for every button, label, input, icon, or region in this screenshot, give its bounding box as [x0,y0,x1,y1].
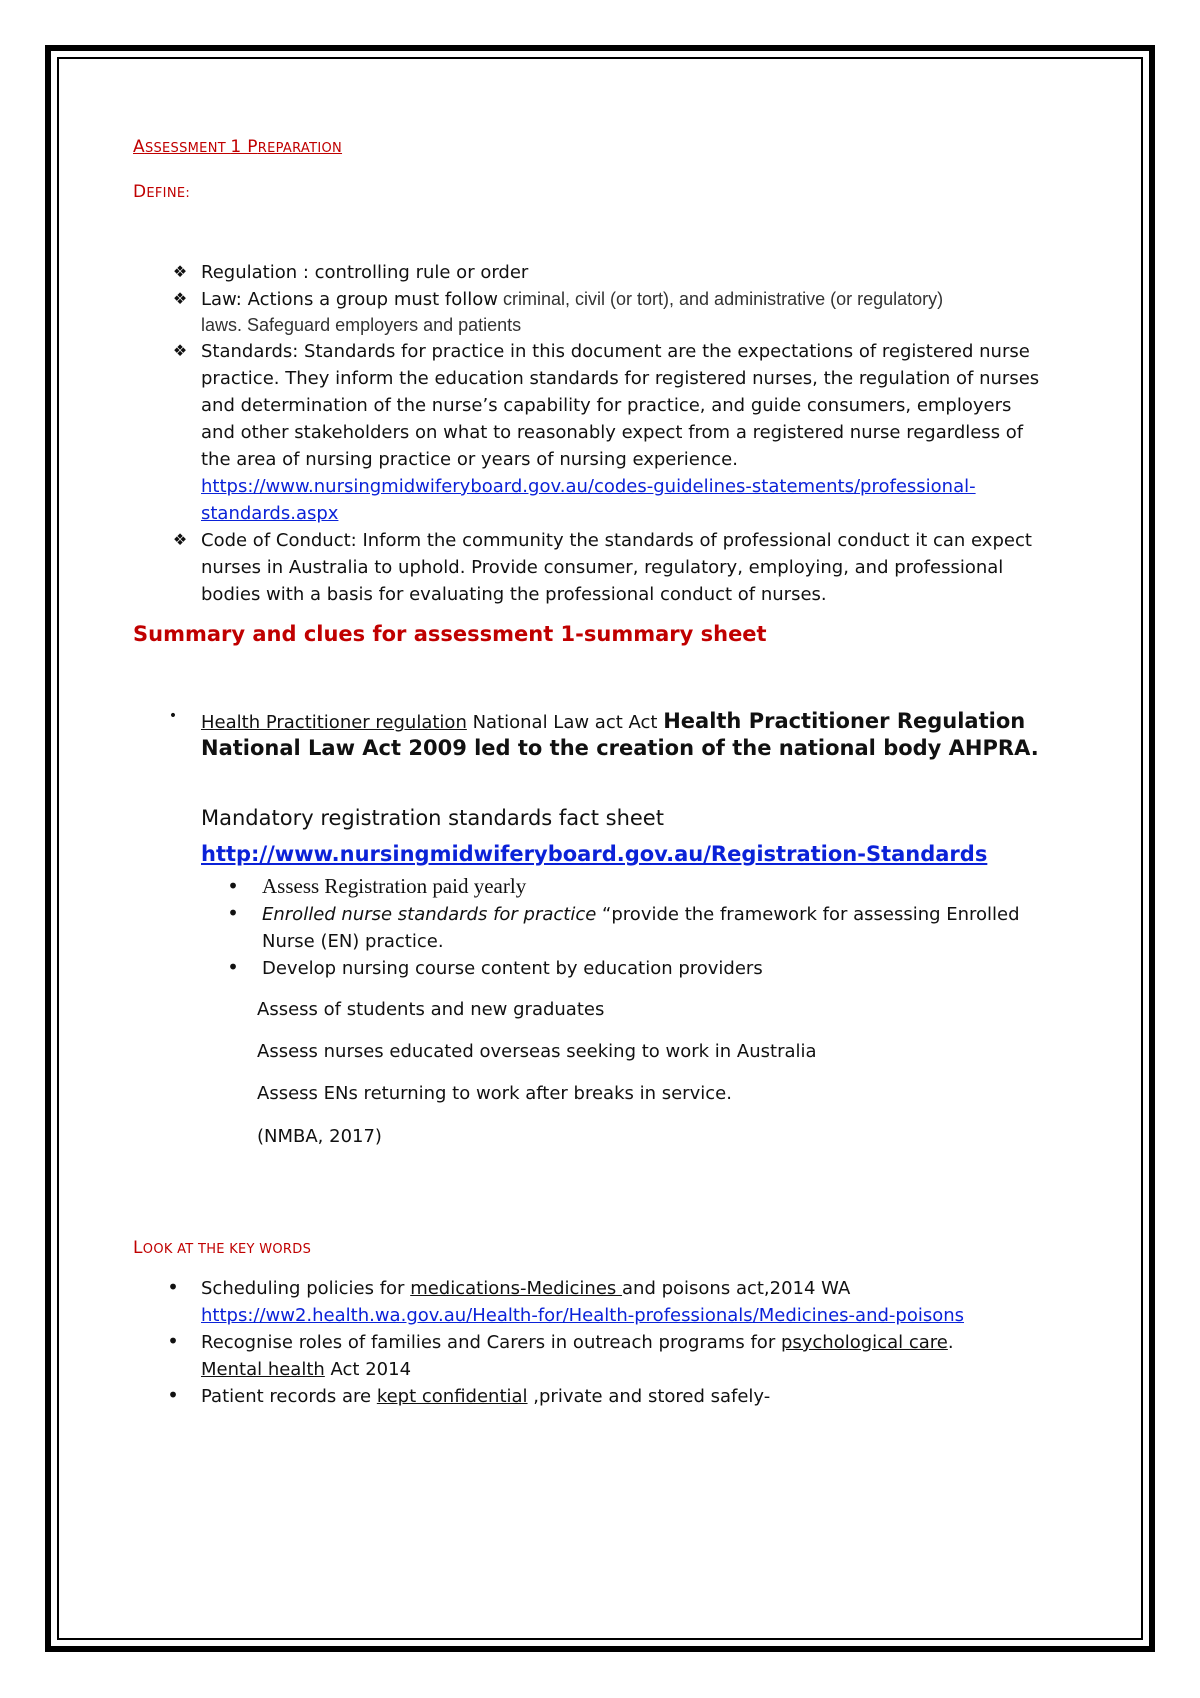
definition-regulation: Regulation : controlling rule or order [201,262,529,283]
medicines-poisons-link[interactable]: https://ww2.health.wa.gov.au/Health-for/Health-professionals/Medicines-and-poisons [201,1305,965,1326]
key-words-heading: LOOK AT THE KEY WORDS [133,1238,312,1258]
indented-line-3: Assess ENs returning to work after breaks in service. [257,1083,732,1104]
fact-sheet-title: Mandatory registration standards fact sheet [201,806,664,830]
definition-standards-line2: practice. They inform the education standards for registered nurses, the regulation of nurses [201,368,1040,389]
define-heading: DEFINE: [133,182,191,202]
bullet-icon: • [227,874,239,898]
bullet-icon: • [167,1329,179,1353]
key-word-scheduling: Scheduling policies for medications-Medicines and poisons act,2014 WA [201,1278,851,1299]
bullet-icon: • [227,955,239,979]
citation: (NMBA, 2017) [257,1126,382,1147]
summary-bullet-2-line2: Nurse (EN) practice. [262,931,444,952]
bullet-icon: • [227,901,239,925]
page-title: ASSESSMENT 1 PREPARATION [133,137,343,157]
summary-bullet-2: Enrolled nurse standards for practice “provide the framework for assessing Enrolled [262,904,1020,925]
standards-link-cont[interactable]: standards.aspx [201,503,339,524]
definition-law: Law: Actions a group must follow criminal, civil (or tort), and administrative (or regulatory) [201,289,944,310]
summary-bullet-3: Develop nursing course content by education providers [262,958,763,979]
hpr-line2: National Law Act 2009 led to the creation of the national body AHPRA. [201,736,1039,760]
bullet-icon: • [167,1383,179,1407]
bullet-icon: • [168,708,178,724]
diamond-bullet-icon: ❖ [172,262,188,281]
definition-law-line2: laws. Safeguard employers and patients [201,315,522,335]
definition-standards-line3: and determination of the nurse’s capability for practice, and guide consumers, employers [201,395,1012,416]
key-word-families: Recognise roles of families and Carers in outreach programs for psychological care. [201,1332,954,1353]
definition-standards-line1: Standards: Standards for practice in this document are the expectations of registered nurse [201,341,1030,362]
registration-standards-link[interactable]: http://www.nursingmidwiferyboard.gov.au/Registration-Standards [201,842,988,866]
definition-conduct-line3: bodies with a basis for evaluating the professional conduct of nurses. [201,584,827,605]
indented-line-2: Assess nurses educated overseas seeking to work in Australia [257,1041,817,1062]
definition-standards-line4: and other stakeholders on what to reasonably expect from a registered nurse regardless of [201,422,1024,443]
key-word-mental-health: Mental health Act 2014 [201,1359,412,1380]
summary-heading: Summary and clues for assessment 1-summary sheet [133,622,767,646]
definition-conduct-line1: Code of Conduct: Inform the community the standards of professional conduct it can expect [201,530,1032,551]
key-word-records: Patient records are kept confidential ,private and stored safely- [201,1386,771,1407]
diamond-bullet-icon: ❖ [172,289,188,308]
hpr-line1: Health Practitioner regulation National Law act Act Health Practitioner Regulation [201,709,1026,733]
definition-standards-line5: the area of nursing practice or years of nursing experience. [201,449,738,470]
diamond-bullet-icon: ❖ [172,530,188,549]
diamond-bullet-icon: ❖ [172,341,188,360]
definition-conduct-line2: nurses in Australia to uphold. Provide consumer, regulatory, employing, and professional [201,557,1004,578]
bullet-icon: • [167,1275,179,1299]
indented-line-1: Assess of students and new graduates [257,999,605,1020]
standards-link[interactable]: https://www.nursingmidwiferyboard.gov.au/codes-guidelines-statements/professional- [201,476,976,497]
summary-bullet-1: Assess Registration paid yearly [262,874,527,898]
